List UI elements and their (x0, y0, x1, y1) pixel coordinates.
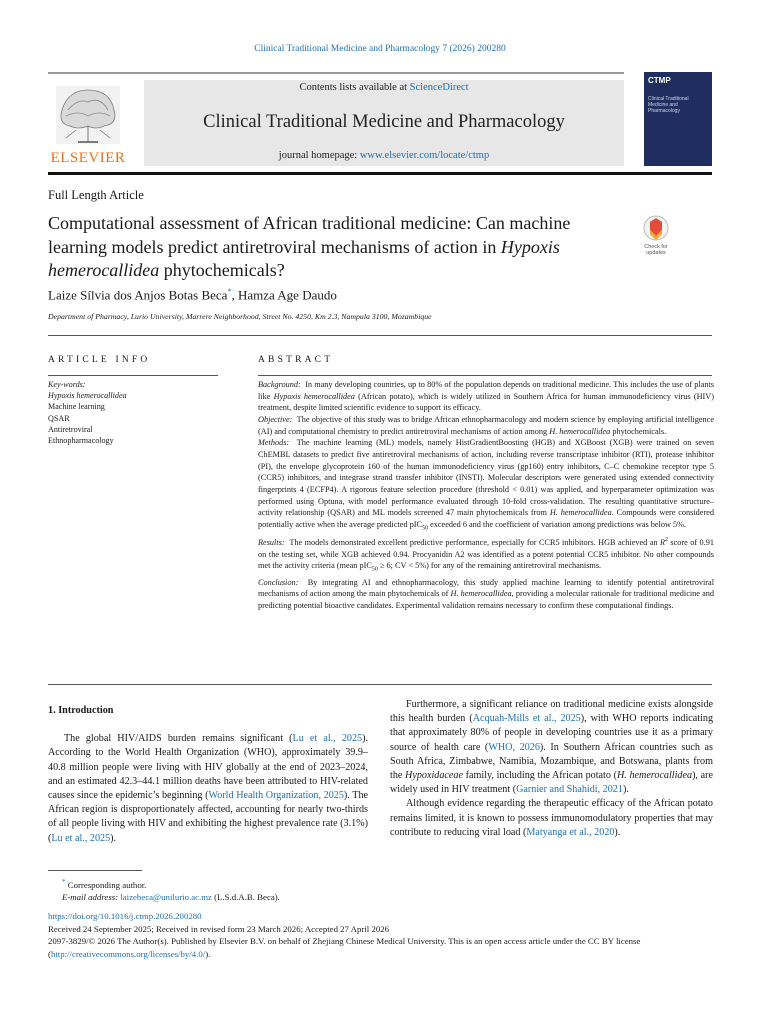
keywords-block (48, 379, 218, 446)
license-link[interactable]: http://creativecommons.org/licenses/by/4.0/ (50, 948, 206, 959)
abstract-objective (258, 414, 714, 437)
article-info-rule (48, 375, 218, 376)
body-paragraph (48, 732, 368, 846)
abstract-background (258, 379, 714, 414)
footnote-mark: * (62, 878, 66, 886)
abstract-italic: R (659, 537, 665, 547)
homepage-line (144, 150, 624, 161)
body-text: ). In Southern African countries such as South Africa, Zimbabwe, Namibia, Mozambique, and Botswana, plants from the (390, 741, 713, 782)
citation-link[interactable]: Matyanga et al., 2020 (526, 826, 615, 838)
license-text: 2097-3829/© 2026 The Author(s). Published by Elsevier B.V. on behalf of Zhejiang Chinese Medical University. This is an open access article under the CC BY license ( (48, 936, 641, 959)
citation-link[interactable]: Lu et al., 2025 (292, 733, 363, 745)
license-text: ). (205, 948, 211, 959)
body-paragraph (390, 698, 713, 797)
contents-line (144, 82, 624, 93)
cover-title: CTMP (648, 76, 671, 85)
keywords-label: Key-words: (48, 380, 86, 389)
title-part1: Computational assessment of African traditional medicine: Can machine learning models predict antiretroviral mechanisms of action in (48, 213, 571, 257)
homepage-link[interactable]: www.elsevier.com/locate/ctmp (359, 150, 490, 161)
body-text: ). (622, 784, 629, 796)
article-info-heading: ARTICLE INFO (48, 355, 151, 365)
title-italic: Hypoxis hemerocallidea (48, 236, 560, 280)
abstract-text: ≥ 6; CV < 5%) for any of the remaining antiretroviral mechanisms. (377, 561, 602, 571)
header-rule (48, 72, 624, 74)
abstract-text: exceeded 6 and the coefficient of variation among predictions was below 5%. (428, 519, 687, 529)
abstract-text: (African potato), which is widely utilized in Southern Africa for human immunodeficiency virus (HIV) treatment, despite limited scientific evidence to support its efficacy. (258, 391, 715, 413)
abstract-results (258, 535, 714, 576)
article-footer (48, 910, 712, 960)
results-label: Results: (258, 537, 285, 547)
body-paragraph (390, 797, 713, 840)
title-part2: phytochemicals? (159, 260, 285, 280)
citation-link[interactable]: WHO, 2026 (488, 741, 540, 753)
abstract-text: , providing a molecular rationale for traditional medicine and predicting potential bioactive candidates. Experimental validation remains necessary to confirm these computational findings. (258, 589, 715, 610)
abstract-text: In many developing countries, up to 80% of the population depends on traditional medicine. This includes the use of plants like (258, 380, 714, 401)
abstract-text: By integrating AI and ethnopharmacology, this study applied machine learning to identify potential antiretroviral mechanisms of action among the main phytochemicals of (258, 577, 715, 599)
abstract-text: The models demonstrated excellent predictive performance, especially for CCR5 inhibitors. HGB achieved an (289, 537, 660, 547)
journal-cover-image[interactable] (644, 72, 712, 166)
conclusion-label: Conclusion: (258, 577, 299, 587)
article-title (48, 212, 608, 283)
abstract-italic: H. hemerocallidea (549, 508, 612, 518)
abstract-italic: H. hemerocallidea (450, 589, 512, 599)
keyword-item: Antiretroviral (48, 424, 93, 434)
body-text: ), are widely used in HIV treatment ( (390, 770, 713, 796)
author-2[interactable]: Hamza Age Daudo (237, 287, 337, 303)
body-text: Although evidence regarding the therapeutic efficacy of the African potato remains limited, it is known to possess immunomodulatory properties that may contribute to reducing viral load ( (390, 798, 713, 838)
background-label: Background: (258, 380, 301, 389)
email-label: E-mail address: (62, 892, 119, 903)
sciencedirect-link[interactable]: ScienceDirect (409, 82, 469, 93)
footnote-text: (L.S.d.A.B. Beca). (214, 892, 280, 903)
body-column-right (390, 698, 713, 840)
abstract-text: The machine learning (ML) models, namely HistGradientBoosting (HGB) and XGBoost (XGB) were trained on seven ChEMBL datasets to predict five antiretroviral mechanisms of action, including reverse transcriptase inhibitor (RTI), protease inhibitor (PI), the envelope glycoprotein 160 of the human immunodeficiency virus (gp160) entry inhibitors, C–C chemokine receptor type 5 (CCR5) inhibitors, and integrase strand transfer inhibitor (INSTI). Molecular descriptors were generated using extended connectivity fingerprints 4 (ECFP4). A rigorous feature selection procedure (threshold < 0.01) was applied, and hyperparameter optimization was performed using Optuna, with model performance evaluated through 10-fold cross-validation. The resulting quantitative structure–activity relationship (QSAR) and ML models screened 47 main phytochemicals from (258, 438, 715, 518)
cover-subtitle: Clinical Traditional Medicine and Pharmacology (648, 96, 689, 114)
abstract-conclusion (258, 577, 714, 612)
journal-title: Clinical Traditional Medicine and Pharmacology (203, 112, 565, 132)
title-rule (48, 335, 712, 336)
body-text: ). The African region is disproportionately affected, accounting for nearly two-thirds of all people living with HIV and exhibiting the highest prevalence rate (3.1%) ( (48, 790, 369, 844)
abstract-text: score of 0.91 on the testing set, while XGB achieved 0.94. Procyanidin A2 was identified as a potent potential CCR5 inhibitor. No other compounds met the activity criteria (mean pIC (258, 537, 714, 571)
article-type: Full Length Article (48, 188, 144, 202)
body-italic: Hypoxidaceae (405, 770, 463, 782)
footnote-rule (48, 870, 142, 871)
doi-link[interactable]: https://doi.org/10.1016/j.ctmp.2026.200280 (48, 911, 202, 921)
crossmark-icon[interactable] (638, 214, 674, 256)
header-thick-rule (48, 172, 712, 175)
keyword-item: Ethnopharmacology (48, 436, 114, 446)
body-column-left (48, 704, 368, 846)
body-text: ). (110, 832, 117, 844)
abstract-rule (258, 375, 712, 376)
abstract-text: phytochemicals. (610, 426, 667, 436)
tree-icon (56, 86, 120, 144)
keyword-item: Hypoxis hemerocallidea (48, 391, 127, 401)
body-italic: H. hemerocallidea (616, 770, 693, 782)
body-text: The global HIV/AIDS burden remains significant ( (64, 733, 293, 745)
body-text: ), with WHO reports indicating that approximately 80% of people in developing countries use it as a primary source of health care ( (390, 713, 714, 753)
body-text: ). (614, 826, 621, 838)
footnote (48, 876, 712, 904)
running-head[interactable]: Clinical Traditional Medicine and Pharmacology 7 (2026) 200280 (254, 44, 506, 54)
footnote-text: Corresponding author. (67, 879, 147, 890)
abstract-heading: ABSTRACT (258, 355, 334, 365)
keyword-item: QSAR (48, 413, 70, 423)
body-text: Furthermore, a significant reliance on traditional medicine exists alongside this health burden ( (390, 699, 713, 725)
publisher-logo-text: ELSEVIER (50, 150, 126, 166)
author-separator: , (231, 287, 238, 303)
abstract-bottom-rule (48, 684, 712, 685)
corresponding-note (48, 876, 712, 891)
citation-link[interactable]: World Health Organization, 2025 (208, 790, 344, 802)
affiliation: Department of Pharmacy, Lurio University, Marrere Neighborhood, Street No. 4250, Km 2.3, Nampula 3100, Mozambique (48, 312, 432, 321)
abstract-text: The objective of this study was to bridge African ethnopharmacology and modern science by employing artificial intelligence (AI) and computational chemistry to predict antiretroviral mechanisms of action among (258, 414, 714, 436)
abstract-italic: Hypoxis hemerocallidea (273, 391, 355, 401)
license-line (48, 935, 712, 960)
abstract-body (258, 379, 714, 612)
section-heading: 1. Introduction (48, 705, 114, 716)
body-text: ). According to the World Health Organization (WHO), approximately 39.9–40.8 million people were living with HIV globally at the end of 2023–2024, and an estimated 42.3–44.1 million deaths have been attributed to HIV-related causes since the epidemic’s beginning ( (48, 733, 368, 802)
contents-prefix: Contents lists available at (299, 82, 410, 93)
abstract-italic: H. hemerocallidea (549, 426, 611, 436)
email-note (48, 891, 712, 904)
abstract-text: . Compounds were considered potentially active when the average predicted pIC (258, 508, 714, 529)
citation-link[interactable]: Garnier and Shahidi, 2021 (516, 784, 623, 796)
methods-label: Methods: (258, 438, 290, 448)
corresponding-mark[interactable]: * (227, 287, 232, 296)
article-dates: Received 24 September 2025; Received in revised form 23 March 2026; Accepted 27 April 2026 (48, 923, 390, 934)
body-text: family, including the African potato ( (462, 770, 617, 782)
subscript: 50 (371, 566, 378, 573)
abstract-methods (258, 437, 714, 535)
author-1[interactable]: Laize Sílvia dos Anjos Botas Beca (48, 287, 228, 303)
homepage-prefix: journal homepage: (278, 150, 360, 161)
subscript: 50 (422, 525, 429, 532)
objective-label: Objective: (258, 414, 293, 424)
crossmark-label: Check for (644, 244, 668, 250)
citation-link[interactable]: Acquah-Mills et al., 2025 (472, 713, 581, 725)
superscript: 2 (664, 537, 668, 544)
keyword-item: Machine learning (48, 402, 105, 412)
crossmark-label-2: updates (646, 250, 666, 256)
citation-link[interactable]: Lu et al., 2025 (51, 832, 111, 844)
email-link[interactable]: laizebeca@unilurio.ac.mz (120, 892, 212, 903)
author-list (48, 287, 337, 303)
